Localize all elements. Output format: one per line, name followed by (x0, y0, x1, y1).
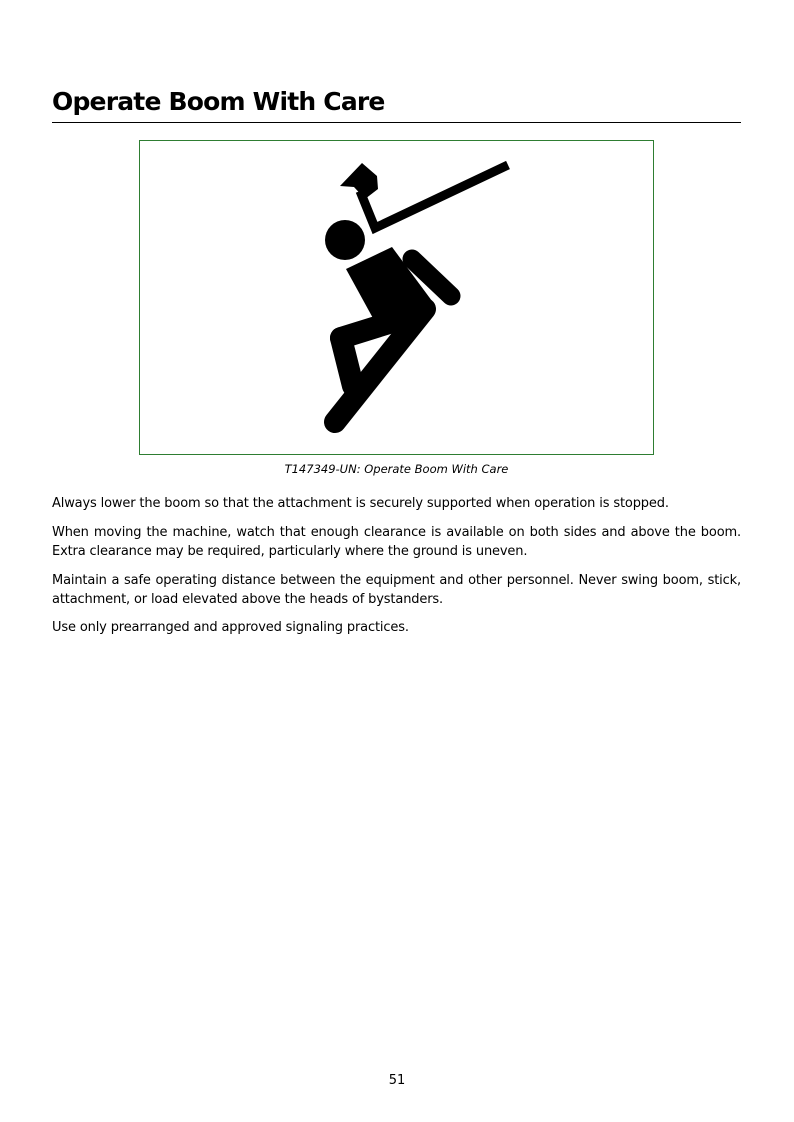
person-struck-by-boom-icon (140, 141, 653, 454)
safety-figure (139, 140, 654, 455)
page-title: Operate Boom With Care (52, 87, 385, 116)
figure-head (325, 220, 365, 260)
paragraph-safe-distance: Maintain a safe operating distance between the equipment and other personnel. Never swing boom, stick, attachment, or load elevated above the heads of bystanders. (52, 573, 741, 607)
paragraph-signaling: Use only prearranged and approved signaling practices. (52, 620, 409, 635)
boom-line (360, 165, 508, 228)
page-number: 51 (388, 1073, 406, 1088)
figure-caption: T147349-UN: Operate Boom With Care (284, 462, 509, 476)
paragraph-clearance: When moving the machine, watch that enough clearance is available on both sides and above the boom. Extra clearance may be required, particularly where the ground is uneven. (52, 525, 741, 559)
figure-leg-shin (341, 338, 353, 386)
paragraph-lower-boom: Always lower the boom so that the attachment is securely supported when operation is stopped. (52, 496, 669, 511)
title-rule (52, 122, 741, 123)
